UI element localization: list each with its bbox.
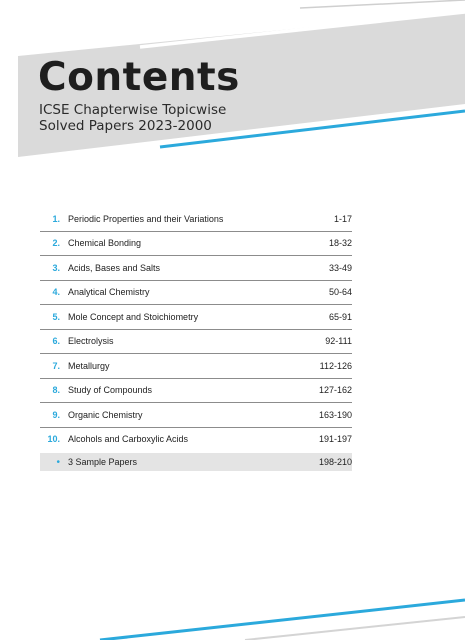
chapter-title: Electrolysis bbox=[68, 336, 114, 347]
page-range: 127-162 bbox=[318, 385, 352, 396]
page-range: 191-197 bbox=[318, 434, 352, 445]
chapter-number: 9. bbox=[52, 409, 60, 420]
page-range: 112-126 bbox=[319, 360, 352, 371]
page-subtitle-line-1: ICSE Chapterwise Topicwise bbox=[39, 102, 227, 118]
page-range: 92-111 bbox=[325, 336, 352, 347]
page-title: Contents bbox=[38, 55, 240, 100]
chapter-title: Alcohols and Carboxylic Acids bbox=[68, 434, 189, 445]
footer-accent-line bbox=[100, 600, 465, 640]
page-range: 1-17 bbox=[333, 213, 352, 224]
chapter-number: 8. bbox=[52, 385, 60, 396]
page-range: 163-190 bbox=[318, 409, 352, 420]
chapter-title: Mole Concept and Stoichiometry bbox=[68, 311, 199, 322]
chapter-number: 6. bbox=[52, 336, 60, 347]
chapter-number: 1. bbox=[52, 213, 60, 224]
chapter-number: 2. bbox=[52, 238, 60, 249]
chapter-title: Chemical Bonding bbox=[68, 238, 142, 249]
chapter-number: 3. bbox=[52, 262, 60, 273]
sample-papers-label: 3 Sample Papers bbox=[68, 457, 138, 467]
chapter-title: Study of Compounds bbox=[68, 385, 153, 396]
chapter-title: Analytical Chemistry bbox=[68, 287, 150, 298]
page-range: 33-49 bbox=[328, 262, 352, 273]
page-range: 65-91 bbox=[328, 311, 352, 322]
chapter-title: Acids, Bases and Salts bbox=[68, 262, 161, 273]
chapter-number: 7. bbox=[52, 360, 60, 371]
chapter-title: Metallurgy bbox=[68, 360, 110, 371]
chapter-title: Organic Chemistry bbox=[68, 409, 143, 420]
bullet-icon: • bbox=[56, 456, 60, 468]
chapter-number: 4. bbox=[52, 287, 60, 298]
chapter-number: 5. bbox=[52, 311, 60, 322]
chapter-title: Periodic Properties and their Variations bbox=[68, 213, 224, 224]
page-range: 18-32 bbox=[328, 238, 352, 249]
chapter-number: 10. bbox=[47, 434, 60, 445]
page-subtitle-line-2: Solved Papers 2023-2000 bbox=[39, 118, 212, 134]
sample-papers-page-range: 198-210 bbox=[318, 457, 352, 467]
page-range: 50-64 bbox=[328, 287, 352, 298]
